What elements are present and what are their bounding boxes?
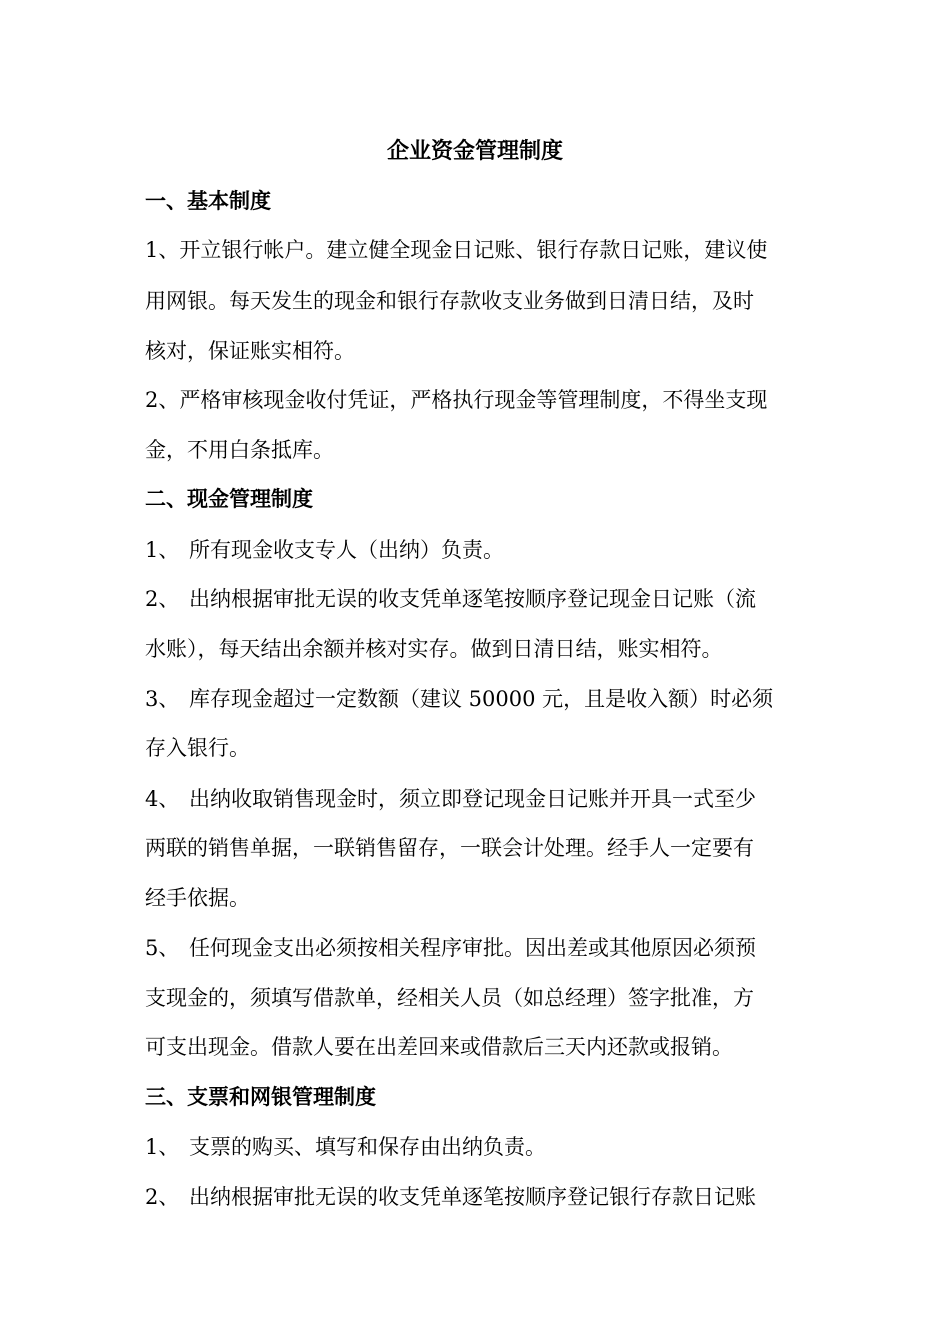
section-heading-check-ebank: 三、支票和网银管理制度 (145, 1084, 376, 1109)
paragraph-line: 水账），每天结出余额并核对实存。做到日清日结，账实相符。 (145, 637, 723, 661)
paragraph-line: 用网银。每天发生的现金和银行存款收支业务做到日清日结，及时 (145, 289, 754, 313)
list-item-number: 1、 (145, 538, 180, 562)
list-item (145, 1130, 546, 1164)
list-item-number: 4、 (145, 787, 180, 811)
paragraph-line: 核对，保证账实相符。 (145, 339, 355, 363)
list-item-number: 1、 (145, 1135, 180, 1159)
paragraph-line: 金，不用白条抵库。 (145, 438, 334, 462)
section-heading-cash: 二、现金管理制度 (145, 486, 313, 511)
list-item-text: 所有现金收支专人（出纳）负责。 (189, 538, 504, 562)
list-item (145, 931, 756, 965)
list-item-text: 库存现金超过一定数额（建议 50000 元，且是收入额）时必须 (189, 687, 774, 711)
paragraph-line: 支现金的，须填写借款单，经相关人员（如总经理）签字批准，方 (145, 986, 754, 1010)
paragraph-line: 存入银行。 (145, 736, 250, 760)
paragraph-line: 可支出现金。借款人要在出差回来或借款后三天内还款或报销。 (145, 1035, 733, 1059)
list-item (145, 1180, 756, 1214)
list-item-text: 支票的购买、填写和保存由出纳负责。 (189, 1135, 546, 1159)
list-item-number: 2、 (145, 587, 180, 611)
list-item-text: 出纳根据审批无误的收支凭单逐笔按顺序登记银行存款日记账 (189, 1185, 756, 1209)
paragraph-line: 两联的销售单据，一联销售留存，一联会计处理。经手人一定要有 (145, 836, 754, 860)
list-item-number: 3、 (145, 687, 180, 711)
paragraph-line: 1、开立银行帐户。建立健全现金日记账、银行存款日记账，建议使 (145, 238, 768, 262)
list-item-text: 出纳根据审批无误的收支凭单逐笔按顺序登记现金日记账（流 (189, 587, 756, 611)
list-item-number: 2、 (145, 1185, 180, 1209)
list-item (145, 582, 756, 616)
list-item-text: 任何现金支出必须按相关程序审批。因出差或其他原因必须预 (189, 936, 756, 960)
list-item (145, 782, 756, 816)
document-title: 企业资金管理制度 (386, 138, 563, 164)
list-item (145, 533, 504, 567)
section-heading-basic: 一、基本制度 (145, 188, 271, 213)
paragraph-line: 2、严格审核现金收付凭证，严格执行现金等管理制度，不得坐支现 (145, 388, 768, 412)
list-item-number: 5、 (145, 936, 180, 960)
list-item (145, 682, 773, 716)
paragraph-line: 经手依据。 (145, 886, 250, 910)
list-item-text: 出纳收取销售现金时，须立即登记现金日记账并开具一式至少 (189, 787, 756, 811)
